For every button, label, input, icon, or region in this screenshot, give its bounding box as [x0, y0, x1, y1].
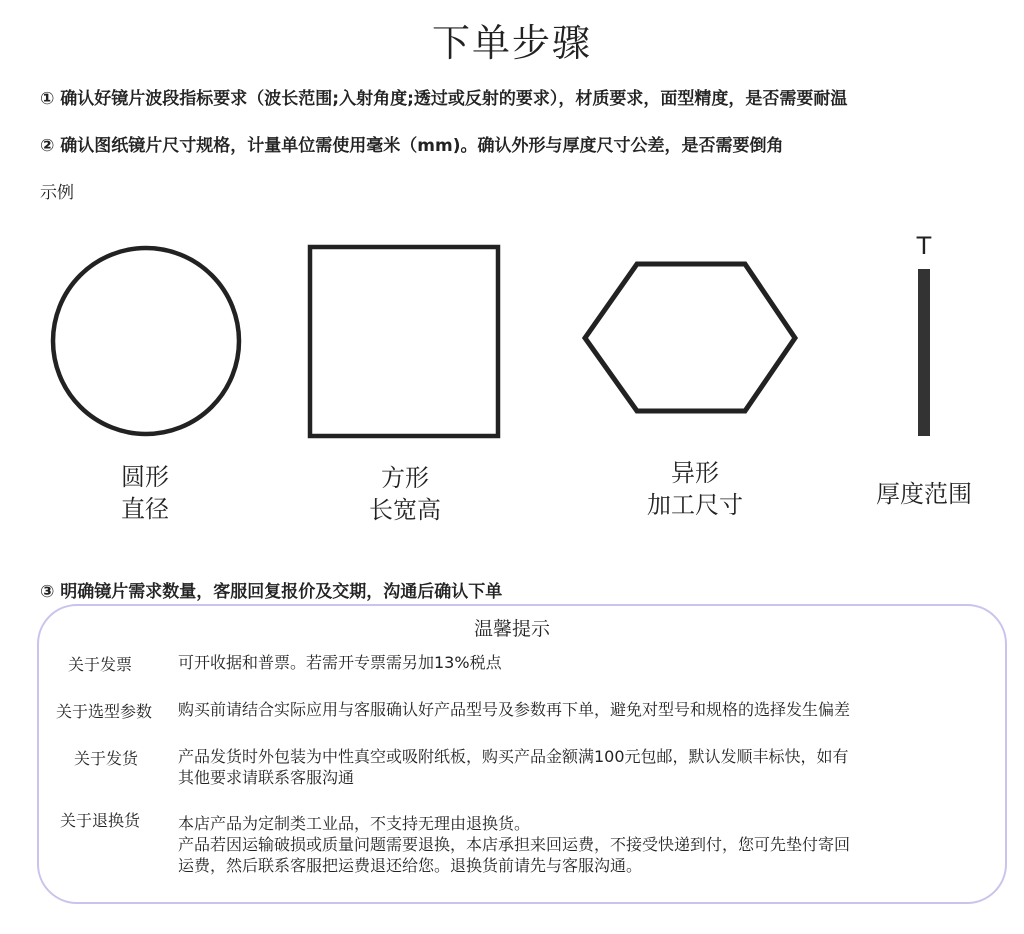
tip-line: 产品发货时外包装为中性真空或吸附纸板，购买产品金额满100元包邮，默认发顺丰标快，如有	[178, 747, 849, 766]
step-1-text: ① 确认好镜片波段指标要求（波长范围;入射角度;透过或反射的要求），材质要求，面型精度，是否需要耐温	[40, 89, 848, 109]
thickness-label-line1: 厚度范围	[876, 480, 972, 508]
tip-line: 可开收据和普票。若需开专票需另加13%税点	[178, 653, 502, 672]
tip-line: 产品若因运输破损或质量问题需要退换，本店承担来回运费，不接受快递到付，您可先垫付寄回	[178, 835, 851, 854]
circle-label-line2: 直径	[121, 495, 169, 523]
tip-text-selection	[178, 699, 850, 720]
circle-label	[60, 461, 230, 525]
tip-text-shipping	[178, 746, 849, 788]
circle-label-line1: 圆形	[121, 463, 169, 491]
tip-text-invoice	[178, 652, 502, 673]
step-2-text: ② 确认图纸镜片尺寸规格，计量单位需使用毫米（mm)。确认外形与厚度尺寸公差，是否需要倒角	[40, 136, 784, 156]
hexagon-label	[600, 457, 790, 521]
square-label	[320, 462, 490, 526]
square-label-line2: 长宽高	[369, 496, 441, 524]
hexagon-shape	[585, 264, 795, 411]
tip-label-selection: 关于选型参数	[56, 702, 153, 721]
step-3-text: ③ 明确镜片需求数量，客服回复报价及交期，沟通后确认下单	[40, 582, 503, 602]
thickness-marker: T	[916, 232, 932, 260]
tip-label-invoice: 关于发票	[68, 655, 133, 674]
tip-label-returns: 关于退换货	[60, 811, 141, 830]
tip-line: 其他要求请联系客服沟通	[178, 768, 355, 787]
square-shape	[310, 247, 498, 436]
tips-title: 温馨提示	[473, 618, 550, 640]
hexagon-label-line2: 加工尺寸	[647, 491, 743, 519]
tip-line: 购买前请结合实际应用与客服确认好产品型号及参数再下单，避免对型号和规格的选择发生偏差	[178, 700, 851, 719]
tip-line: 运费，然后联系客服把运费退还给您。退换货前请先与客服沟通。	[178, 856, 643, 875]
tip-text-returns	[178, 813, 850, 876]
thickness-bar	[918, 269, 930, 436]
tip-label-shipping: 关于发货	[74, 749, 139, 768]
square-label-line1: 方形	[381, 464, 429, 492]
hexagon-label-line1: 异形	[671, 459, 719, 487]
tip-line: 本店产品为定制类工业品，不支持无理由退换货。	[178, 814, 531, 833]
page-title: 下单步骤	[431, 21, 592, 65]
thickness-label	[844, 478, 1004, 510]
example-label: 示例	[40, 183, 74, 203]
circle-shape	[53, 248, 239, 434]
